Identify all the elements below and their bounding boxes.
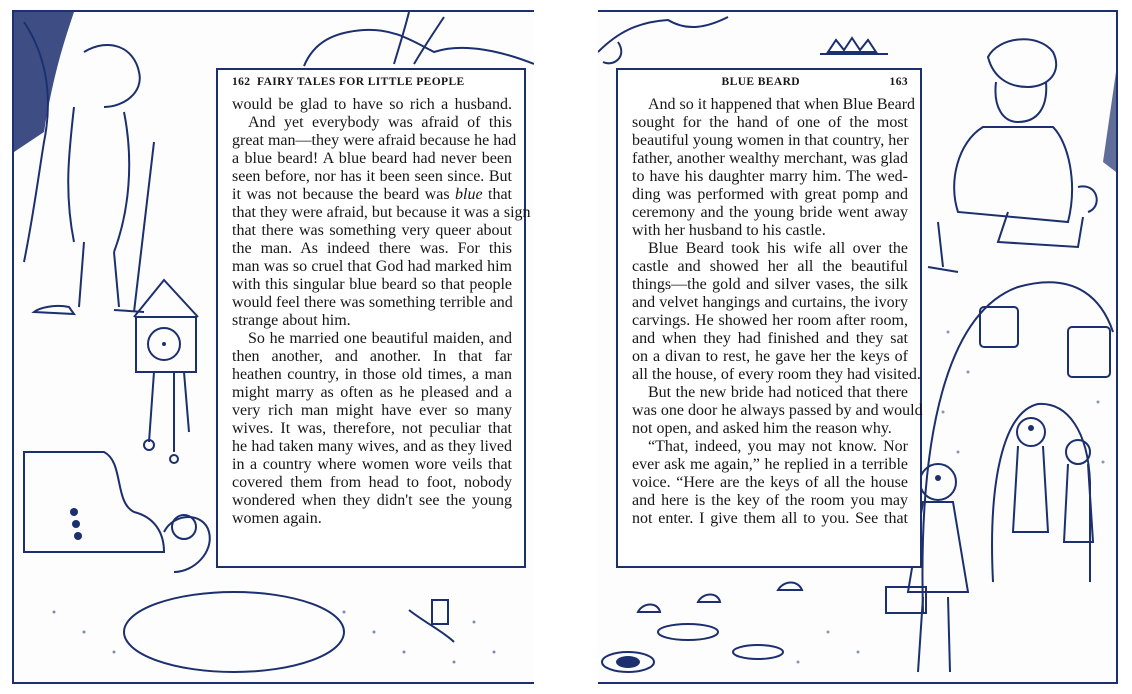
text-line: on a divan to rest, he gave her the keys of — [632, 348, 908, 365]
right-text-block — [616, 68, 922, 568]
text-line: wives. It was, therefore, not peculiar that — [232, 420, 512, 437]
right-page — [598, 10, 1118, 684]
text-line: man was so cruel that God had marked him — [232, 258, 512, 275]
text-line: and when they had finished and they sat — [632, 330, 908, 347]
text-line: the man. As indeed there was. For this — [232, 240, 512, 257]
text-line: And yet everybody was afraid of this — [248, 114, 512, 131]
text-line: voice. “Here are the keys of all the house — [632, 474, 908, 491]
text-line: all the house, of every room they had visited. — [632, 366, 921, 383]
left-page — [12, 10, 534, 684]
text-line: that there was something very queer about — [232, 222, 512, 239]
text-line: sought for the hand of one of the most — [632, 114, 908, 131]
text-line: would feel there was something terrible and — [232, 294, 513, 311]
text-line: Blue Beard took his wife all over the — [648, 240, 908, 257]
text-line: and here is the key of the room you may — [632, 492, 908, 509]
text-line: then another, and another. In that far — [232, 348, 512, 365]
body-text — [232, 96, 531, 528]
text-line: beautiful young women in that country, her — [632, 132, 909, 149]
text-line: in a country where women wore veils that — [232, 456, 512, 473]
text-line: he had taken many wives, and as they lived — [232, 438, 512, 455]
text-line: carvings. He showed her room after room, — [632, 312, 908, 329]
text-line: not enter. I give them all to you. See that — [632, 510, 908, 527]
text-line: castle and showed her all the beautiful — [632, 258, 908, 275]
text-line: ceremony and the young bride went away — [632, 204, 908, 221]
running-header — [632, 76, 908, 88]
running-head: FAIRY TALES FOR LITTLE PEOPLE — [257, 76, 465, 88]
text-line: not open, and asked him the reason why. — [632, 420, 892, 437]
text-line: with this singular blue beard so that people — [232, 276, 512, 293]
text-line: seen before, nor has it been seen since. But — [232, 168, 512, 185]
text-line: ding was performed with great pomp and — [632, 186, 908, 203]
page-number: 163 — [889, 76, 908, 88]
text-line: So he married one beautiful maiden, and — [248, 330, 512, 347]
text-line: “That, indeed, you may not know. Nor — [648, 438, 908, 455]
text-line: things—the gold and silver vases, the silk — [632, 276, 908, 293]
text-line: would be glad to have so rich a husband. — [232, 96, 512, 113]
text-line: covered them from head to foot, nobody — [232, 474, 512, 491]
text-line: might marry as often as he pleased and a — [232, 384, 512, 401]
text-line: And so it happened that when Blue Beard — [648, 96, 916, 113]
text-line: with her husband to his castle. — [632, 222, 826, 239]
text-line: it was not because the beard was blue that — [232, 186, 512, 203]
text-line: was one door he always passed by and would — [632, 402, 923, 419]
text-line: and velvet hangings and curtains, the ivory — [632, 294, 908, 311]
text-line: very rich man might have ever so many — [232, 402, 512, 419]
text-line: wondered when they didn't see the young — [232, 492, 512, 509]
text-line: that they were afraid, but because it was a sign — [232, 204, 531, 221]
text-line: women again. — [232, 510, 322, 527]
text-line: father, another wealthy merchant, was glad — [632, 150, 908, 167]
running-head: BLUE BEARD — [721, 76, 800, 88]
text-line: heathen country, in those old times, a man — [232, 366, 512, 383]
left-text-block — [216, 68, 531, 568]
italic-word: blue — [455, 186, 483, 203]
running-header — [232, 76, 512, 88]
text-line: a blue beard! A blue beard had never been — [232, 150, 512, 167]
text-line: to have his daughter marry him. The wed- — [632, 168, 908, 185]
body-text — [632, 96, 923, 528]
text-line: great man—they were afraid because he had — [232, 132, 517, 149]
text-line: strange about him. — [232, 312, 351, 329]
page-number: 162 — [232, 76, 251, 88]
text-line: ever ask me again,” he replied in a terrible — [632, 456, 908, 473]
text-line: But the new bride had noticed that there — [648, 384, 908, 401]
